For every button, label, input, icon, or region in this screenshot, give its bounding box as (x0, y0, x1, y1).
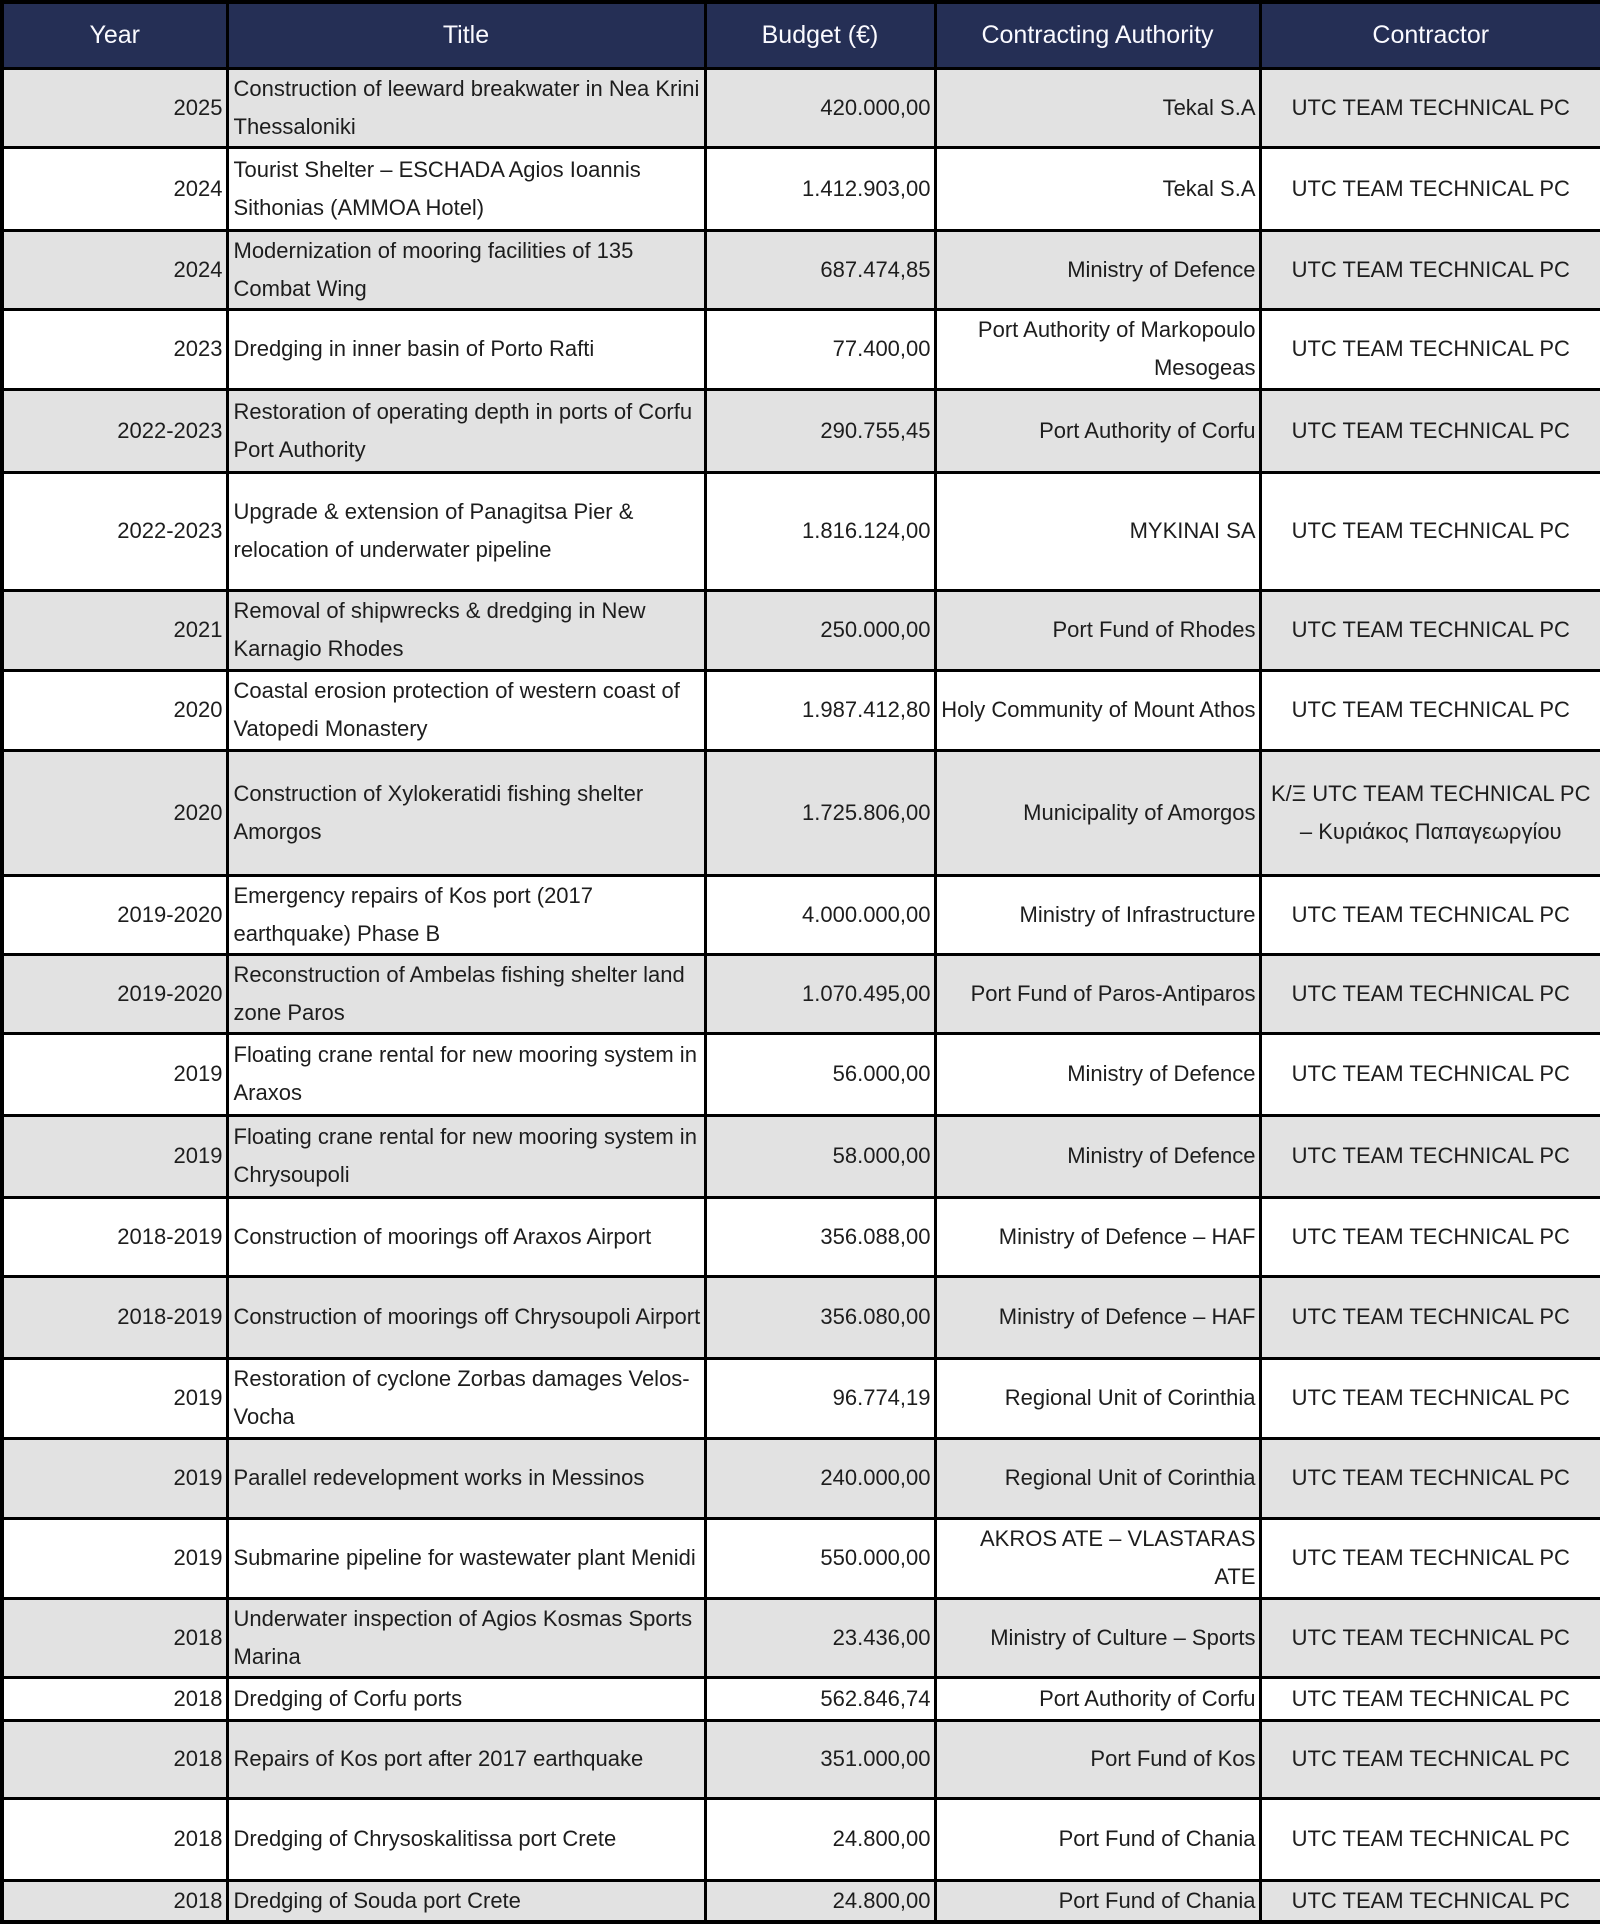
contractor-cell: UTC TEAM TECHNICAL PC (1260, 590, 1600, 670)
table-row (2, 590, 1600, 670)
authority-cell: Regional Unit of Corinthia (935, 1358, 1260, 1438)
title-cell: Modernization of mooring facilities of 135 Combat Wing (227, 230, 705, 309)
budget-cell: 290.755,45 (705, 389, 935, 472)
table-row (2, 670, 1600, 750)
authority-cell: MYKINAI SA (935, 472, 1260, 590)
table-row (2, 1276, 1600, 1358)
title-cell: Reconstruction of Ambelas fishing shelter land zone Paros (227, 954, 705, 1033)
authority-cell: Ministry of Defence (935, 230, 1260, 309)
year-cell: 2019-2020 (2, 954, 227, 1033)
authority-cell: Port Authority of Corfu (935, 1677, 1260, 1720)
budget-cell: 56.000,00 (705, 1033, 935, 1115)
authority-cell: Port Authority of Corfu (935, 389, 1260, 472)
year-cell: 2019 (2, 1518, 227, 1598)
authority-cell: Ministry of Infrastructure (935, 875, 1260, 954)
table-row (2, 875, 1600, 954)
year-cell: 2018 (2, 1880, 227, 1922)
title-cell: Dredging of Chrysoskalitissa port Crete (227, 1798, 705, 1880)
table-row (2, 1197, 1600, 1276)
contractor-cell: UTC TEAM TECHNICAL PC (1260, 309, 1600, 389)
year-cell: 2019 (2, 1438, 227, 1518)
table-row (2, 472, 1600, 590)
table-row (2, 1677, 1600, 1720)
table-row (2, 389, 1600, 472)
authority-cell: Regional Unit of Corinthia (935, 1438, 1260, 1518)
year-cell: 2018-2019 (2, 1197, 227, 1276)
contractor-cell: UTC TEAM TECHNICAL PC (1260, 875, 1600, 954)
title-cell: Construction of Xylokeratidi fishing shelter Amorgos (227, 750, 705, 875)
title-cell: Parallel redevelopment works in Messinos (227, 1438, 705, 1518)
title-cell: Repairs of Kos port after 2017 earthquake (227, 1720, 705, 1798)
contractor-cell: UTC TEAM TECHNICAL PC (1260, 954, 1600, 1033)
budget-cell: 420.000,00 (705, 68, 935, 147)
authority-cell: Port Fund of Rhodes (935, 590, 1260, 670)
table-row (2, 1518, 1600, 1598)
col-header-authority: Contracting Authority (935, 2, 1260, 68)
contractor-cell: UTC TEAM TECHNICAL PC (1260, 1033, 1600, 1115)
year-cell: 2018 (2, 1720, 227, 1798)
col-header-year: Year (2, 2, 227, 68)
contractor-cell: UTC TEAM TECHNICAL PC (1260, 670, 1600, 750)
table-row (2, 309, 1600, 389)
year-cell: 2020 (2, 670, 227, 750)
title-cell: Restoration of operating depth in ports of Corfu Port Authority (227, 389, 705, 472)
col-header-budget: Budget (€) (705, 2, 935, 68)
title-cell: Dredging of Souda port Crete (227, 1880, 705, 1922)
budget-cell: 1.816.124,00 (705, 472, 935, 590)
budget-cell: 96.774,19 (705, 1358, 935, 1438)
year-cell: 2025 (2, 68, 227, 147)
year-cell: 2024 (2, 230, 227, 309)
title-cell: Dredging of Corfu ports (227, 1677, 705, 1720)
contractor-cell: UTC TEAM TECHNICAL PC (1260, 1358, 1600, 1438)
budget-cell: 562.846,74 (705, 1677, 935, 1720)
title-cell: Coastal erosion protection of western coast of Vatopedi Monastery (227, 670, 705, 750)
budget-cell: 351.000,00 (705, 1720, 935, 1798)
budget-cell: 1.987.412,80 (705, 670, 935, 750)
table-row (2, 230, 1600, 309)
year-cell: 2022-2023 (2, 472, 227, 590)
contractor-cell: Κ/Ξ UTC TEAM TECHNICAL PC – Κυριάκος Παπαγεωργίου (1260, 750, 1600, 875)
authority-cell: Ministry of Defence – HAF (935, 1197, 1260, 1276)
authority-cell: Port Fund of Paros-Antiparos (935, 954, 1260, 1033)
budget-cell: 58.000,00 (705, 1115, 935, 1197)
title-cell: Restoration of cyclone Zorbas damages Velos-Vocha (227, 1358, 705, 1438)
contractor-cell: UTC TEAM TECHNICAL PC (1260, 68, 1600, 147)
authority-cell: Municipality of Amorgos (935, 750, 1260, 875)
contractor-cell: UTC TEAM TECHNICAL PC (1260, 147, 1600, 230)
title-cell: Emergency repairs of Kos port (2017 earthquake) Phase B (227, 875, 705, 954)
table-row (2, 1880, 1600, 1922)
budget-cell: 240.000,00 (705, 1438, 935, 1518)
title-cell: Floating crane rental for new mooring system in Araxos (227, 1033, 705, 1115)
authority-cell: Ministry of Defence (935, 1033, 1260, 1115)
authority-cell: Holy Community of Mount Athos (935, 670, 1260, 750)
title-cell: Construction of moorings off Chrysoupoli Airport (227, 1276, 705, 1358)
title-cell: Submarine pipeline for wastewater plant Menidi (227, 1518, 705, 1598)
table-row (2, 1438, 1600, 1518)
budget-cell: 356.088,00 (705, 1197, 935, 1276)
table-row (2, 1358, 1600, 1438)
budget-cell: 356.080,00 (705, 1276, 935, 1358)
authority-cell: AKROS ATE – VLASTARAS ATE (935, 1518, 1260, 1598)
budget-cell: 687.474,85 (705, 230, 935, 309)
contractor-cell: UTC TEAM TECHNICAL PC (1260, 230, 1600, 309)
authority-cell: Port Authority of Markopoulo Mesogeas (935, 309, 1260, 389)
contractor-cell: UTC TEAM TECHNICAL PC (1260, 389, 1600, 472)
authority-cell: Port Fund of Chania (935, 1880, 1260, 1922)
year-cell: 2018 (2, 1598, 227, 1677)
year-cell: 2023 (2, 309, 227, 389)
year-cell: 2019 (2, 1358, 227, 1438)
year-cell: 2019-2020 (2, 875, 227, 954)
contractor-cell: UTC TEAM TECHNICAL PC (1260, 1798, 1600, 1880)
authority-cell: Tekal S.A (935, 147, 1260, 230)
year-cell: 2024 (2, 147, 227, 230)
budget-cell: 550.000,00 (705, 1518, 935, 1598)
authority-cell: Port Fund of Chania (935, 1798, 1260, 1880)
title-cell: Construction of leeward breakwater in Nea Krini Thessaloniki (227, 68, 705, 147)
authority-cell: Port Fund of Kos (935, 1720, 1260, 1798)
table-row (2, 1598, 1600, 1677)
contractor-cell: UTC TEAM TECHNICAL PC (1260, 1438, 1600, 1518)
year-cell: 2019 (2, 1033, 227, 1115)
year-cell: 2018 (2, 1677, 227, 1720)
title-cell: Upgrade & extension of Panagitsa Pier & relocation of underwater pipeline (227, 472, 705, 590)
budget-cell: 24.800,00 (705, 1798, 935, 1880)
col-header-title: Title (227, 2, 705, 68)
header-row (2, 2, 1600, 68)
year-cell: 2019 (2, 1115, 227, 1197)
title-cell: Underwater inspection of Agios Kosmas Sports Marina (227, 1598, 705, 1677)
contractor-cell: UTC TEAM TECHNICAL PC (1260, 1518, 1600, 1598)
title-cell: Floating crane rental for new mooring system in Chrysoupoli (227, 1115, 705, 1197)
budget-cell: 24.800,00 (705, 1880, 935, 1922)
contractor-cell: UTC TEAM TECHNICAL PC (1260, 1115, 1600, 1197)
authority-cell: Ministry of Defence – HAF (935, 1276, 1260, 1358)
table-row (2, 1115, 1600, 1197)
year-cell: 2018-2019 (2, 1276, 227, 1358)
year-cell: 2021 (2, 590, 227, 670)
title-cell: Dredging in inner basin of Porto Rafti (227, 309, 705, 389)
table-row (2, 1720, 1600, 1798)
contractor-cell: UTC TEAM TECHNICAL PC (1260, 1197, 1600, 1276)
authority-cell: Tekal S.A (935, 68, 1260, 147)
budget-cell: 4.000.000,00 (705, 875, 935, 954)
table-row (2, 68, 1600, 147)
contractor-cell: UTC TEAM TECHNICAL PC (1260, 1276, 1600, 1358)
col-header-contractor: Contractor (1260, 2, 1600, 68)
contractor-cell: UTC TEAM TECHNICAL PC (1260, 1880, 1600, 1922)
table-row (2, 1033, 1600, 1115)
contractor-cell: UTC TEAM TECHNICAL PC (1260, 1598, 1600, 1677)
contractor-cell: UTC TEAM TECHNICAL PC (1260, 1677, 1600, 1720)
budget-cell: 1.725.806,00 (705, 750, 935, 875)
year-cell: 2022-2023 (2, 389, 227, 472)
table-row (2, 1798, 1600, 1880)
title-cell: Tourist Shelter – ESCHADA Agios Ioannis Sithonias (AMMOA Hotel) (227, 147, 705, 230)
authority-cell: Ministry of Defence (935, 1115, 1260, 1197)
table-row (2, 954, 1600, 1033)
budget-cell: 1.412.903,00 (705, 147, 935, 230)
budget-cell: 23.436,00 (705, 1598, 935, 1677)
budget-cell: 77.400,00 (705, 309, 935, 389)
budget-cell: 1.070.495,00 (705, 954, 935, 1033)
year-cell: 2020 (2, 750, 227, 875)
contractor-cell: UTC TEAM TECHNICAL PC (1260, 472, 1600, 590)
contractor-cell: UTC TEAM TECHNICAL PC (1260, 1720, 1600, 1798)
table-row (2, 750, 1600, 875)
authority-cell: Ministry of Culture – Sports (935, 1598, 1260, 1677)
title-cell: Removal of shipwrecks & dredging in New Karnagio Rhodes (227, 590, 705, 670)
budget-cell: 250.000,00 (705, 590, 935, 670)
year-cell: 2018 (2, 1798, 227, 1880)
table-row (2, 147, 1600, 230)
title-cell: Construction of moorings off Araxos Airport (227, 1197, 705, 1276)
